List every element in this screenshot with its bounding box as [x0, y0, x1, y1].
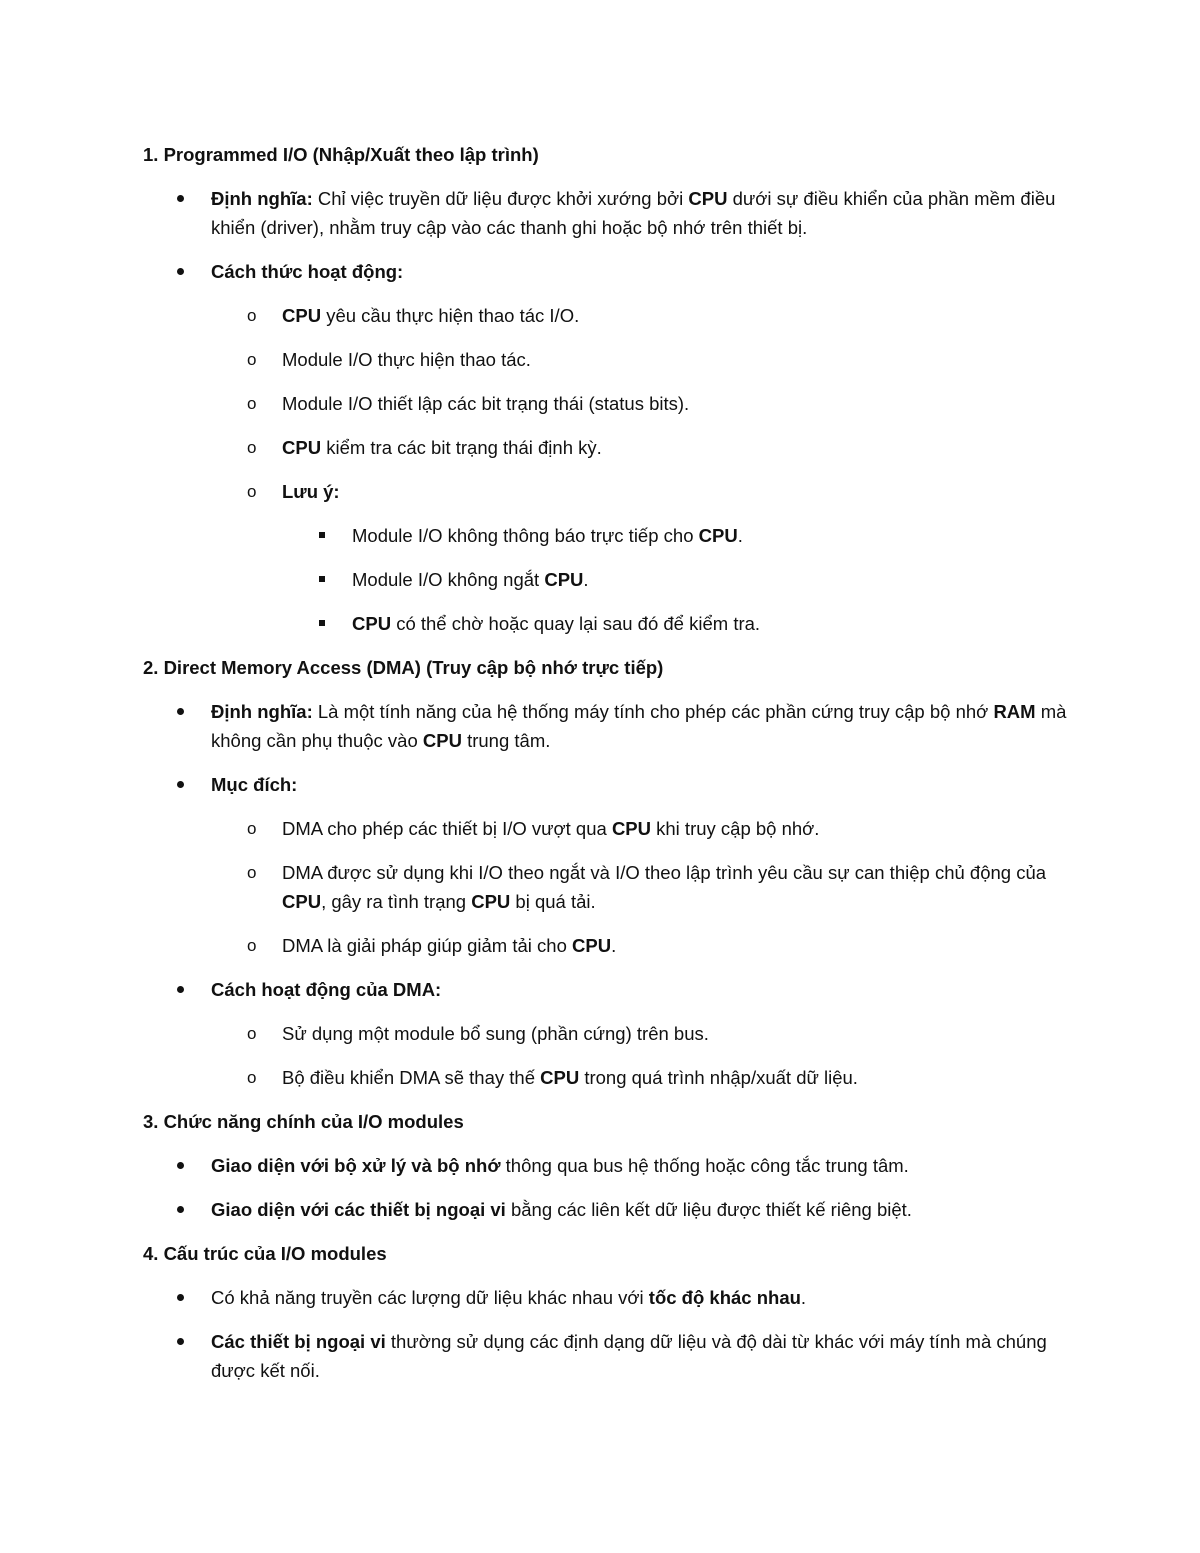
sub-bullet-item: o DMA là giải pháp giúp giảm tải cho CPU. — [143, 931, 1073, 960]
bullet-item: Định nghĩa: Là một tính năng của hệ thống máy tính cho phép các phần cứng truy cập bộ nhớ RAM mà không cần phụ thuộc vào CPU trung tâm. — [143, 697, 1073, 755]
section-io-functions — [143, 1107, 1073, 1224]
bullet-item: Định nghĩa: Chỉ việc truyền dữ liệu được khởi xướng bởi CPU dưới sự điều khiển của phần mềm điều khiển (driver), nhằm truy cập vào các thanh ghi hoặc bộ nhớ trên thiết bị. — [143, 184, 1073, 242]
section-heading: 3. Chức năng chính của I/O modules — [143, 1111, 464, 1132]
bullet-dot-icon — [177, 986, 184, 993]
bullet-dot-icon — [177, 781, 184, 788]
bullet-item: Có khả năng truyền các lượng dữ liệu khác nhau với tốc độ khác nhau. — [143, 1283, 1073, 1312]
sub-bullet-item: o Sử dụng một module bổ sung (phần cứng) trên bus. — [143, 1019, 1073, 1048]
circle-bullet-icon: o — [247, 350, 257, 369]
bullet-dot-icon — [177, 1338, 184, 1345]
square-bullet-item: Module I/O không ngắt CPU. — [143, 565, 1073, 594]
square-bullet-icon — [319, 620, 325, 626]
sub-bullet-item: o DMA cho phép các thiết bị I/O vượt qua CPU khi truy cập bộ nhớ. — [143, 814, 1073, 843]
square-bullet-icon — [319, 532, 325, 538]
circle-bullet-icon: o — [247, 438, 257, 457]
circle-bullet-icon: o — [247, 482, 257, 501]
square-bullet-icon — [319, 576, 325, 582]
section-heading: 2. Direct Memory Access (DMA) (Truy cập bộ nhớ trực tiếp) — [143, 657, 664, 678]
section-io-structure — [143, 1239, 1073, 1385]
circle-bullet-icon: o — [247, 1068, 257, 1087]
section-heading: 4. Cấu trúc của I/O modules — [143, 1243, 387, 1264]
bullet-dot-icon — [177, 1162, 184, 1169]
circle-bullet-icon: o — [247, 863, 257, 882]
bullet-dot-icon — [177, 1206, 184, 1213]
bullet-dot-icon — [177, 1294, 184, 1301]
sub-bullet-item: o Module I/O thực hiện thao tác. — [143, 345, 1073, 374]
bullet-dot-icon — [177, 268, 184, 275]
bullet-item: Cách thức hoạt động: — [143, 257, 1073, 286]
sub-bullet-item: o DMA được sử dụng khi I/O theo ngắt và I/O theo lập trình yêu cầu sự can thiệp chủ động của CPU, gây ra tình trạng CPU bị quá tải. — [143, 858, 1073, 916]
bullet-dot-icon — [177, 708, 184, 715]
bullet-item: Mục đích: — [143, 770, 1073, 799]
document-body — [143, 140, 1073, 1400]
bullet-dot-icon — [177, 195, 184, 202]
circle-bullet-icon: o — [247, 1024, 257, 1043]
sub-bullet-item: o CPU yêu cầu thực hiện thao tác I/O. — [143, 301, 1073, 330]
bullet-item: Các thiết bị ngoại vi thường sử dụng các định dạng dữ liệu và độ dài từ khác với máy tính mà chúng được kết nối. — [143, 1327, 1073, 1385]
sub-bullet-item: o Module I/O thiết lập các bit trạng thái (status bits). — [143, 389, 1073, 418]
circle-bullet-icon: o — [247, 394, 257, 413]
section-heading: 1. Programmed I/O (Nhập/Xuất theo lập trình) — [143, 144, 539, 165]
bullet-item: Cách hoạt động của DMA: — [143, 975, 1073, 1004]
square-bullet-item: Module I/O không thông báo trực tiếp cho CPU. — [143, 521, 1073, 550]
section-programmed-io — [143, 140, 1073, 638]
bullet-item: Giao diện với bộ xử lý và bộ nhớ thông qua bus hệ thống hoặc công tắc trung tâm. — [143, 1151, 1073, 1180]
bullet-item: Giao diện với các thiết bị ngoại vi bằng các liên kết dữ liệu được thiết kế riêng biệt. — [143, 1195, 1073, 1224]
square-bullet-item: CPU có thể chờ hoặc quay lại sau đó để kiểm tra. — [143, 609, 1073, 638]
sub-bullet-item: o Lưu ý: — [143, 477, 1073, 506]
sub-bullet-item: o Bộ điều khiển DMA sẽ thay thế CPU trong quá trình nhập/xuất dữ liệu. — [143, 1063, 1073, 1092]
circle-bullet-icon: o — [247, 306, 257, 325]
circle-bullet-icon: o — [247, 936, 257, 955]
sub-bullet-item: o CPU kiểm tra các bit trạng thái định kỳ. — [143, 433, 1073, 462]
section-dma — [143, 653, 1073, 1092]
circle-bullet-icon: o — [247, 819, 257, 838]
